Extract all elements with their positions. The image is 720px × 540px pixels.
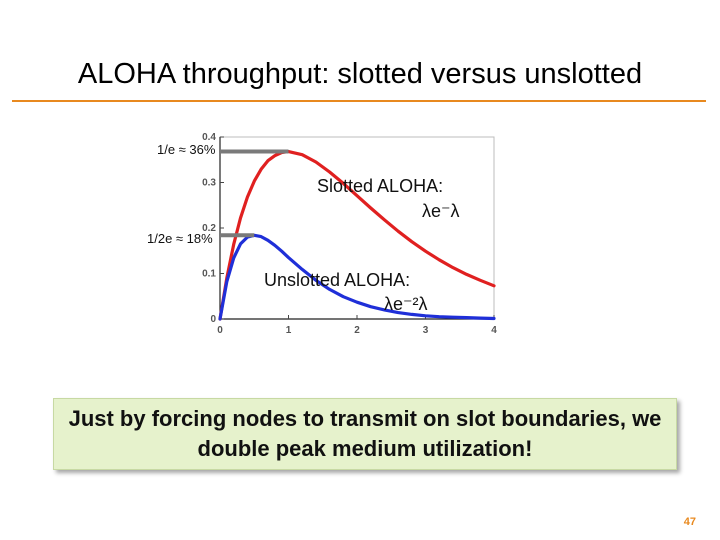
y-tick-label-3: 0.3 bbox=[202, 177, 216, 189]
slotted-peak-label: 1/e ≈ 36% bbox=[157, 142, 216, 157]
y-tick-label-2: 0.2 bbox=[202, 223, 216, 234]
slide-title: ALOHA throughput: slotted versus unslotted bbox=[77, 58, 643, 90]
throughput-chart bbox=[140, 125, 510, 350]
unslotted-peak-label: 1/2e ≈ 18% bbox=[147, 231, 213, 246]
title-divider bbox=[12, 100, 706, 102]
x-tick-label-4: 4 bbox=[491, 325, 497, 336]
plot-frame bbox=[220, 137, 494, 319]
x-tick-label-3: 3 bbox=[422, 325, 429, 336]
callout-text: Just by forcing nodes to transmit on slot boundaries, we double peak medium utilization! bbox=[68, 406, 662, 461]
callout-box bbox=[53, 398, 677, 470]
x-tick-label-2: 2 bbox=[354, 325, 360, 336]
y-tick-label-1: 0.1 bbox=[202, 268, 216, 280]
unslotted-formula: λe⁻²λ bbox=[384, 294, 428, 314]
x-tick-label-1: 1 bbox=[285, 325, 292, 336]
slotted-series-label: Slotted ALOHA: bbox=[317, 176, 444, 196]
page-number: 47 bbox=[683, 516, 696, 528]
y-tick-label-0: 0 bbox=[210, 314, 216, 325]
x-tick-label-0: 0 bbox=[217, 325, 223, 336]
y-tick-label-4: 0.4 bbox=[202, 132, 216, 143]
slotted-formula: λe⁻λ bbox=[422, 201, 460, 221]
unslotted-series-label: Unslotted ALOHA: bbox=[264, 270, 411, 290]
